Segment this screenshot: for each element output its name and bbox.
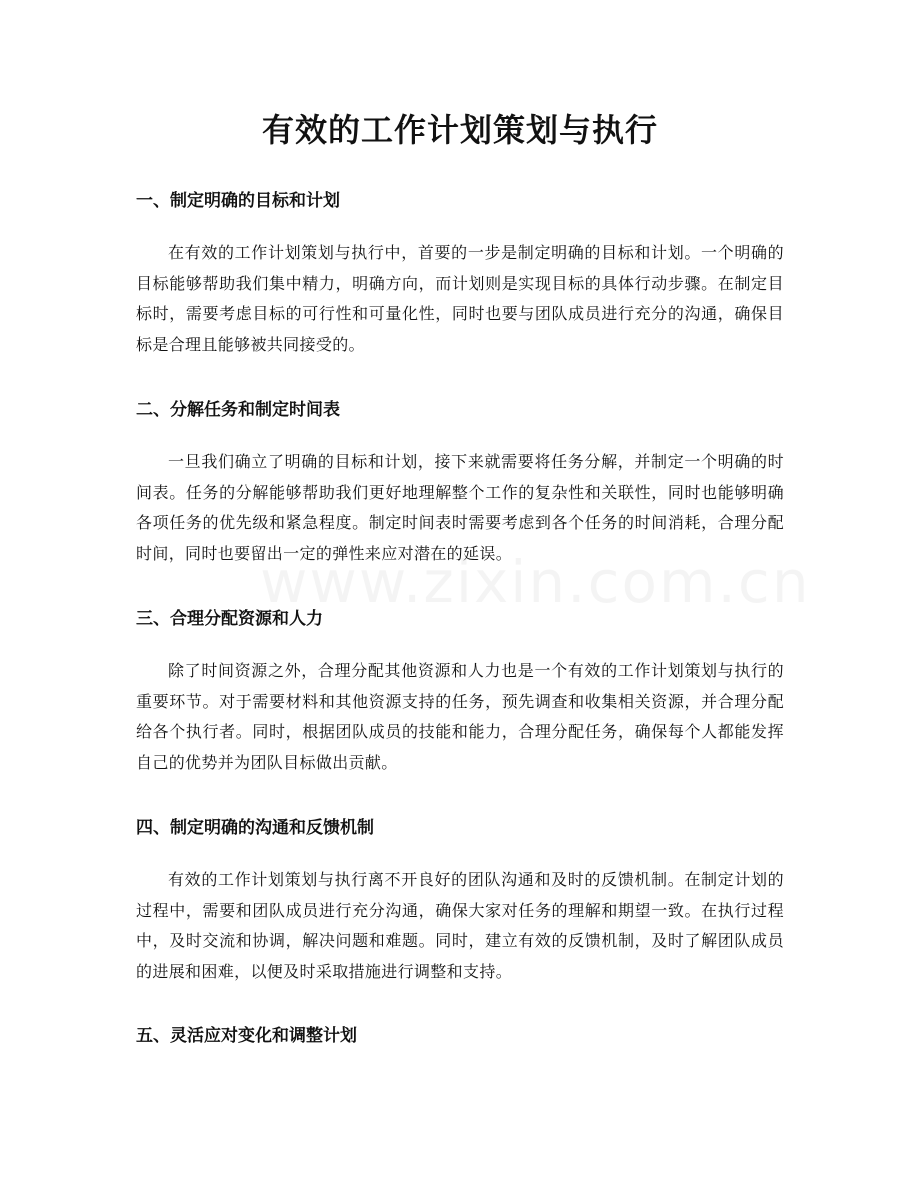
section-2 [136,397,784,569]
section-heading: 一、制定明确的目标和计划 [136,191,340,211]
page-title: 有效的工作计划策划与执行 [261,111,658,149]
section-paragraph: 有效的工作计划策划与执行离不开良好的团队沟通和及时的反馈机制。在制定计划的过程中，需要和团队成员进行充分沟通，确保大家对任务的理解和期望一致。在执行过程中，及时交流和协调，解决问题和难题。同时，建立有效的反馈机制，及时了解团队成员的进展和困难，以便及时采取措施进行调整和支持。 [136,870,784,981]
section-heading: 三、合理分配资源和人力 [136,609,323,629]
section-1 [136,188,784,360]
section-heading: 五、灵活应对变化和调整计划 [136,1026,357,1046]
section-heading: 二、分解任务和制定时间表 [136,400,340,420]
section-paragraph: 除了时间资源之外，合理分配其他资源和人力也是一个有效的工作计划策划与执行的重要环节。对于需要材料和其他资源支持的任务，预先调查和收集相关资源，并合理分配给各个执行者。同时，根据团队成员的技能和能力，合理分配任务，确保每个人都能发挥自己的优势并为团队目标做出贡献。 [136,661,784,772]
section-paragraph: 一旦我们确立了明确的目标和计划，接下来就需要将任务分解，并制定一个明确的时间表。任务的分解能够帮助我们更好地理解整个工作的复杂性和关联性，同时也能够明确各项任务的优先级和紧急程度。制定时间表时需要考虑到各个任务的时间消耗，合理分配时间，同时也要留出一定的弹性来应对潜在的延误。 [136,452,784,563]
section-3 [136,606,784,778]
section-heading: 四、制定明确的沟通和反馈机制 [136,818,374,838]
section-4 [136,815,784,987]
section-5 [136,1023,784,1049]
section-paragraph: 在有效的工作计划策划与执行中，首要的一步是制定明确的目标和计划。一个明确的目标能够帮助我们集中精力，明确方向，而计划则是实现目标的具体行动步骤。在制定目标时，需要考虑目标的可行性和可量化性，同时也要与团队成员进行充分的沟通，确保目标是合理且能够被共同接受的。 [136,243,784,354]
